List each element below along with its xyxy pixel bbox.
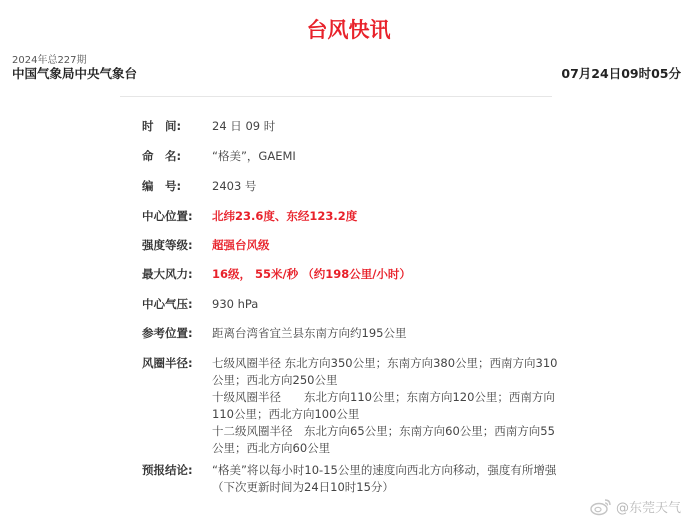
wind-radius-line: 公里；西北方向250公里 (212, 373, 338, 387)
time-label: 时 间: (142, 119, 182, 133)
forecast-label: 预报结论: (142, 463, 193, 477)
page-title: 台风快讯 (306, 18, 391, 42)
pressure-label: 中心气压: (142, 297, 193, 311)
number-label: 编 号: (142, 179, 182, 193)
issue-number: 2024年总227期 (12, 55, 87, 66)
center-value: 北纬23.6度、东经123.2度 (212, 209, 358, 223)
intensity-label: 强度等级: (142, 238, 193, 252)
intensity-value: 超强台风级 (212, 238, 270, 252)
forecast-line: “格美”将以每小时10-15公里的速度向西北方向移动，强度有所增强 (212, 463, 557, 477)
name-value: “格美”，GAEMI (212, 149, 296, 163)
watermark (590, 497, 681, 516)
agency-name: 中国气象局中央气象台 (12, 66, 138, 81)
reference-label: 参考位置: (142, 326, 193, 340)
forecast-value (212, 462, 557, 496)
max-wind-label: 最大风力: (142, 267, 193, 281)
wind-radius-line: 十二级风圈半径 东北方向65公里；东南方向60公里；西南方向55 (212, 424, 555, 438)
name-label: 命 名: (142, 149, 182, 163)
wind-radius-line: 十级风圈半径 东北方向110公里；东南方向120公里；西南方向 (212, 390, 555, 404)
watermark-text: @东莞天气 (615, 501, 681, 516)
wind-radius-label: 风圈半径: (142, 356, 193, 370)
max-wind-value: 16级， 55米/秒 （约198公里/小时） (212, 267, 411, 281)
wind-radius-line: 公里；西北方向60公里 (212, 441, 331, 455)
publish-datetime: 07月24日09时05分 (561, 66, 681, 81)
reference-value: 距离台湾省宜兰县东南方向约195公里 (212, 326, 407, 340)
time-value: 24 日 09 时 (212, 119, 276, 133)
number-value: 2403 号 (212, 179, 257, 193)
header-divider (120, 96, 552, 97)
center-label: 中心位置: (142, 209, 193, 223)
pressure-value: 930 hPa (212, 297, 259, 311)
wind-radius-line: 110公里；西北方向100公里 (212, 407, 360, 421)
wind-radius-value (212, 355, 558, 457)
weibo-icon (590, 498, 612, 516)
wind-radius-line: 七级风圈半径 东北方向350公里；东南方向380公里；西南方向310 (212, 356, 558, 370)
forecast-line: （下次更新时间为24日10时15分） (212, 480, 394, 494)
